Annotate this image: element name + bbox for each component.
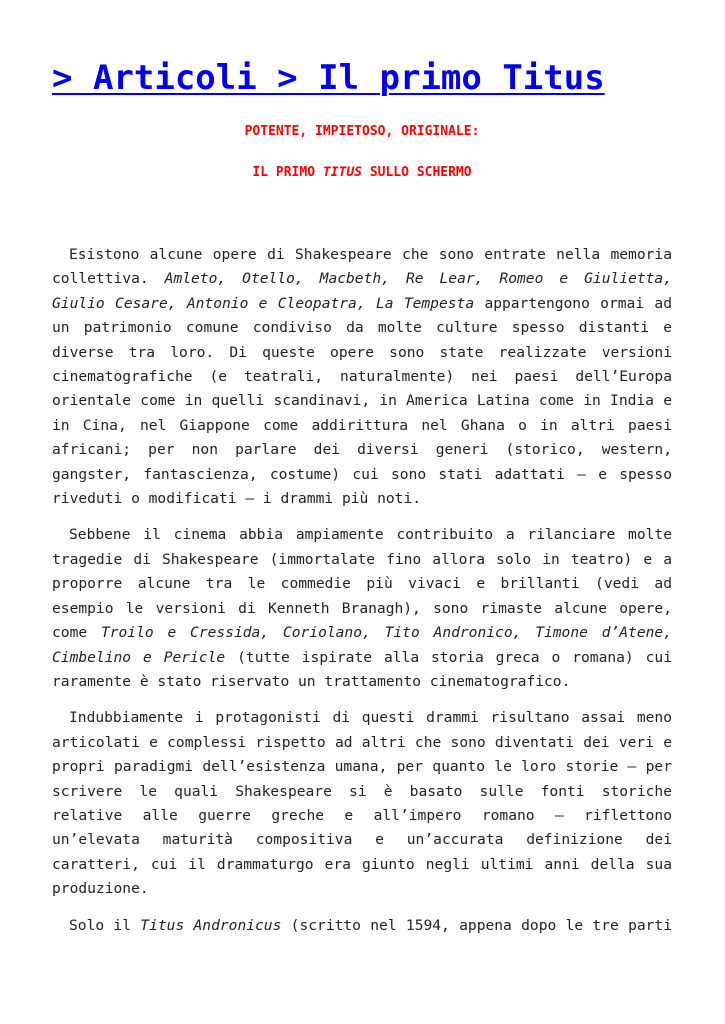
italic-titles: Amleto, Otello, Macbeth, Re Lear, Romeo e Giulietta, Giulio Cesare, Antonio e Cleopatra, La Tempesta — [52, 270, 673, 312]
paragraph-4 — [52, 914, 672, 938]
subheading-line-1: POTENTE, IMPIETOSO, ORIGINALE: — [244, 124, 480, 139]
paragraph-text: Solo il — [69, 916, 141, 934]
paragraph-3: Indubbiamente i protagonisti di questi drammi risultano assai meno articolati e complessi rispetto ad altri che sono diventati dei veri e propri paradigmi dell’esistenza umana, per quanto le loro storie – per scrivere le quali Shakespeare si è basato sulle fonti storiche relative alle guerre greche e all’impero romano – riflettono un’elevata maturità compositiva e un’accurata definizione dei caratteri, cui il drammaturgo era giunto negli ultimi anni della sua produzione. — [52, 709, 672, 898]
page-title — [52, 54, 605, 102]
paragraph-2 — [52, 523, 672, 694]
article-body — [52, 243, 672, 950]
paragraph-text: (scritto nel 1594, appena dopo le tre parti — [281, 916, 672, 934]
breadcrumb-link[interactable]: > Articoli > Il primo Titus — [52, 58, 605, 98]
italic-title: Titus Andronicus — [140, 916, 282, 934]
paragraph-text: (tutte ispirate alla storia greca o romana) cui raramente è stato riservato un trattamento cinematografico. — [52, 648, 672, 690]
paragraph-text: appartengono ormai ad un patrimonio comune condiviso da molte culture spesso distanti e diverse tra loro. Di queste opere sono state realizzate versioni cinematografiche (e teatrali, naturalmente) nei paesi dell’Europa orientale come in quelli scandinavi, in America Latina come in India e in Cina, nel Giappone come addirittura nel Ghana o in altri paesi africani; per non parlare dei diversi generi (storico, western, gangster, fantascienza, costume) cui sono stati adattati – e spesso riveduti o modificati – i drammi più noti. — [52, 294, 673, 508]
paragraph-text: Esistono alcune opere di Shakespeare che sono entrate nella memoria collettiva. — [52, 246, 672, 288]
italic-titles: Troilo e Cressida, Coriolano, Tito Andronico, Timone d’Atene, Cimbelino e Pericle — [52, 624, 672, 666]
subheading-text: SULLO SCHERMO — [362, 165, 472, 180]
paragraph-text: Sebbene il cinema abbia ampiamente contribuito a rilanciare molte tragedie di Shakespeare (immortalate fino allora solo in teatro) e a proporre alcune tra le commedie più vivaci e brillanti (vedi ad esempio le versioni di Kenneth Branagh), sono rimaste alcune opere, come — [52, 526, 672, 642]
subheading-text: IL PRIMO — [252, 165, 323, 180]
paragraph-1 — [52, 243, 672, 511]
subheading-line-2 — [52, 163, 672, 183]
subheading-italic-title: TITUS — [322, 165, 362, 180]
